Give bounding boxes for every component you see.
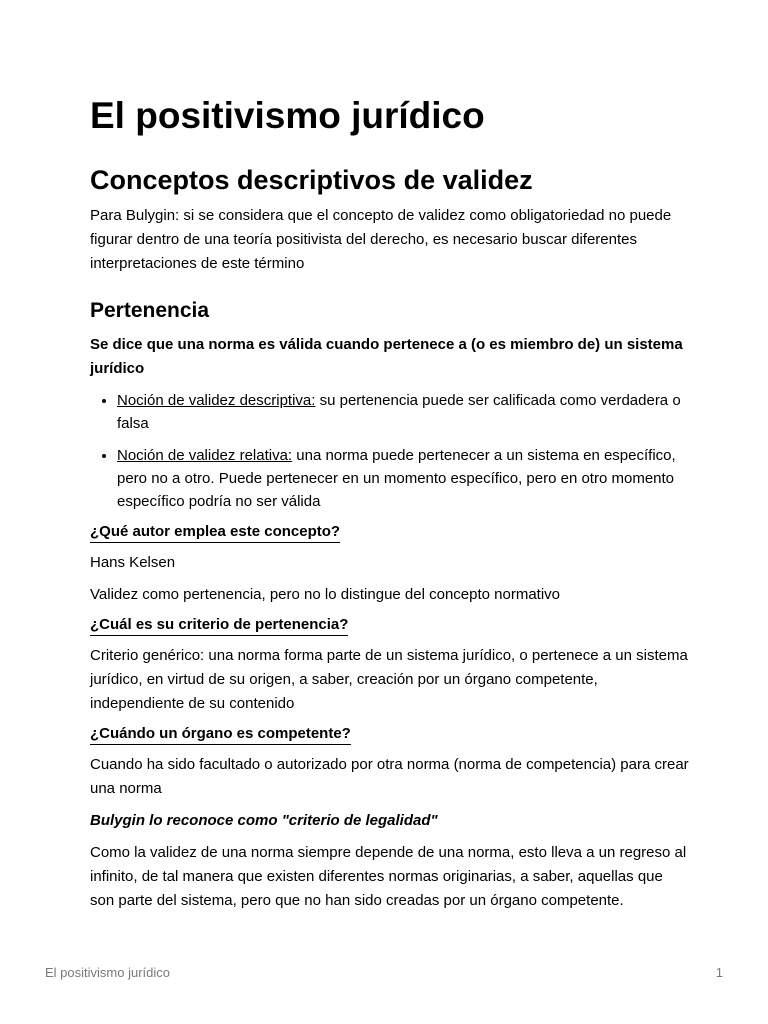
page-title: El positivismo jurídico: [90, 95, 485, 136]
bullet-term: Noción de validez relativa:: [117, 447, 293, 464]
emphasis-line: Bulygin lo reconoce como "criterio de legalidad": [90, 812, 438, 829]
question-block: [90, 522, 690, 543]
answer-author-detail: Validez como pertenencia, pero no lo distingue del concepto normativo: [90, 586, 561, 603]
answer-competence: Cuando ha sido facultado o autorizado por otra norma (norma de competencia) para crear una norma: [90, 756, 689, 797]
answer-author: Hans Kelsen: [90, 554, 176, 571]
bullet-text: su pertenencia puede ser calificada como verdadera o falsa: [117, 392, 681, 432]
page-number: 1: [715, 965, 723, 980]
footer-title: El positivismo jurídico: [45, 965, 170, 980]
question-block: [90, 724, 690, 745]
bullet-term: Noción de validez descriptiva:: [117, 392, 316, 409]
question-author: ¿Qué autor emplea este concepto?: [90, 522, 340, 543]
section-heading: Conceptos descriptivos de validez: [90, 165, 533, 195]
document-body: [90, 92, 690, 913]
closing-paragraph: Como la validez de una norma siempre depende de una norma, esto lleva a un regreso al infinito, de tal manera que existen diferentes normas originarias, a saber, aquellas que son parte del sistema, pero que no han sido creadas por un órgano competente.: [90, 844, 687, 909]
answer-criterion: Criterio genérico: una norma forma parte de un sistema jurídico, o pertenece a un sistema jurídico, en virtud de su origen, a saber, creación por un órgano competente, independiente de su contenido: [90, 647, 688, 712]
intro-paragraph: Para Bulygin: si se considera que el concepto de validez como obligatoriedad no puede figurar dentro de una teoría positivista del derecho, es necesario buscar diferentes interpretaciones de este término: [90, 207, 672, 272]
question-block: [90, 615, 690, 636]
list-item: [117, 389, 690, 435]
question-criterion: ¿Cuál es su criterio de pertenencia?: [90, 615, 348, 636]
lead-statement: Se dice que una norma es válida cuando pertenece a (o es miembro de) un sistema jurídico: [90, 336, 683, 377]
bullet-list: [90, 389, 690, 513]
bullet-text: una norma puede pertenecer a un sistema en específico, pero no a otro. Puede pertenecer en un momento específico, pero en otro momento específico podría no ser válida: [117, 447, 676, 510]
question-competence: ¿Cuándo un órgano es competente?: [90, 724, 351, 745]
subsection-heading: Pertenencia: [90, 299, 210, 322]
list-item: [117, 444, 690, 513]
